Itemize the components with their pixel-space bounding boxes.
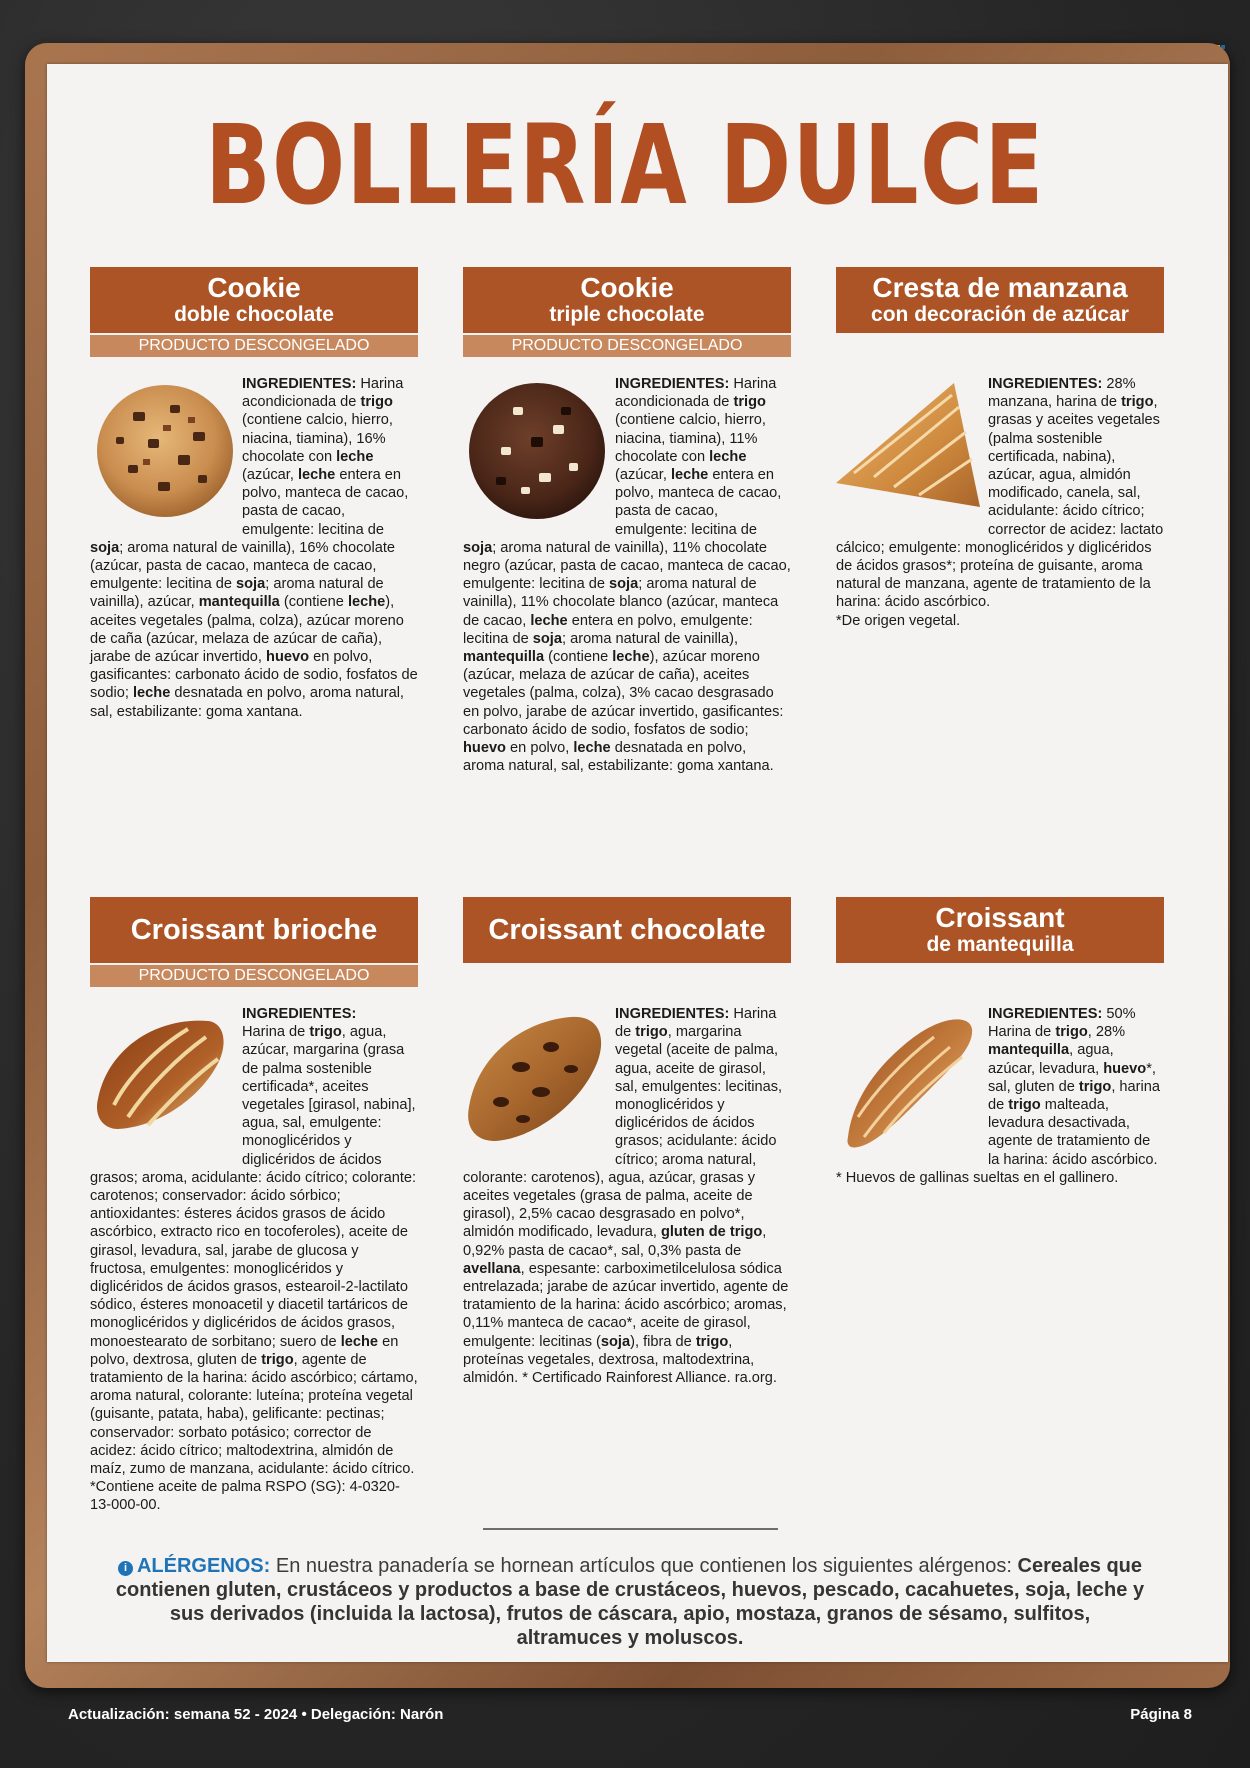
ingredients-value: Harina de trigo, margarina vegetal (aceite de palma, agua, aceite de girasol, sal, emulgentes: lecitinas, monoglicéridos y diglicéridos de ácidos grasos; acidulante: ácido cítrico; aroma natural, colorante: carotenos), agua, azúcar, grasas y aceites vegetales (grasa de palma, aceite de girasol), 2,5% cacao desgrasado en polvo*, almidón modificado, levadura, gluten de trigo, 0,92% pasta de cacao*, sal, 0,3% pasta de avellana, espesante: carboximetilcelulosa sódica entrelazada; jarabe de azúcar invertido, agente de tratamiento de la harina: ácido ascórbico; aromas, 0,11% manteca de cacao*, aceite de girasol, emulgente: lecitinas (soja), fibra de trigo, proteínas vegetales, dextrosa, maltodextrina, almidón. * Certificado Rainforest Alliance. ra.org. bbox=[463, 1006, 789, 1387]
cookie-image bbox=[461, 377, 611, 523]
allergens-list: Cereales que contienen gluten, crustáceos y productos a base de crustáceos, huevos, pescado, cacahuetes, soja, leche y sus derivados (incluida la lactosa), frutos de cáscara, apio, mostaza, granos de sésamo, sulfitos, altramuces y moluscos. bbox=[115, 1555, 1145, 1649]
ingredients-label: INGREDIENTES: bbox=[242, 376, 357, 392]
ingredients-value: Harina de trigo, agua, azúcar, margarina (grasa de palma sostenible certificada*, aceites vegetales [girasol, nabina], agua, sal, emulgente: monoglicéridos y diglicéridos de ácidos grasos; aroma, acidulante: ácido cítrico; colorante: carotenos; conservador: ácido sórbico; antioxidantes: ésteres ácidos grasos de ácido ascórbico, extracto rico en tocoferoles), aceite de girasol, levadura, sal, jarabe de glucosa y fructosa, emulgentes: monoglicéridos y diglicéridos de ácidos grasos, estearoil-2-lactilato sódico, ésteres monoacetil y diacetil tartáricos de monoglicéridos y diglicéridos de ácidos grasos, monoestearato de sorbitano; suero de leche en polvo, dextrosa, gluten de trigo, agente de tratamiento de la harina: ácido ascórbico; cártamo, aroma natural, colorante: luteína; proteína vegetal (guisante, patata, haba), gelificante: pectinas; conservador: sorbato potásico; corrector de acidez: ácido cítrico; maltodextrina, almidón de maíz, zumo de manzana, acidulante: ácido cítrico. *Contiene aceite de palma RSPO (SG): 4-0320-13-000-00. bbox=[90, 1024, 418, 1514]
ingredients-value: 50% Harina de trigo, 28% mantequilla, agua, azúcar, levadura, huevo*, sal, gluten de trigo, harina de trigo malteada, levadura desactivada, agente de tratamiento de la harina: ácido ascórbico. * Huevos de gallinas sueltas en el gallinero. bbox=[836, 1006, 1160, 1186]
product-card-cresta-manzana bbox=[836, 267, 1164, 630]
product-subtitle: doble chocolate bbox=[174, 303, 334, 326]
product-name: Croissant chocolate bbox=[488, 914, 766, 946]
ingredients-value: Harina acondicionada de trigo (contiene calcio, hierro, niacina, tiamina), 16% chocolate con leche (azúcar, leche entera en polvo, manteca de cacao, pasta de cacao, emulgente: lecitina de soja; aroma natural de vainilla), 16% chocolate (azúcar, pasta de cacao, manteca de cacao, emulgente: lecitina de soja; aroma natural de vainilla), azúcar, mantequilla (contiene leche), aceites vegetales (palma, colza), azúcar moreno de caña (azúcar, melaza de azúcar de caña), jarabe de azúcar invertido, huevo en polvo, gasificantes: carbonato ácido de sodio, fosfatos de sodio; leche desnatada en polvo, aroma natural, sal, estabilizante: goma xantana. bbox=[90, 376, 418, 720]
ingredients-block bbox=[836, 1005, 1164, 1187]
product-header bbox=[836, 897, 1164, 963]
ingredients-value: 28% manzana, harina de trigo, grasas y aceites vegetales (palma sostenible certificada, nabina), azúcar, agua, almidón modificado, canela, sal, acidulante: ácido cítrico; corrector de acidez: lactato cálcico; emulgente: monoglicéridos y diglicéridos de ácidos grasos*; proteína de guisante, aroma natural de manzana, agente de tratamiento de la harina: ácido ascórbico. *De origen vegetal. bbox=[836, 376, 1164, 629]
product-name: Cresta de manzana bbox=[872, 272, 1128, 303]
product-name: Croissant bbox=[935, 902, 1065, 933]
product-subtitle: con decoración de azúcar bbox=[871, 303, 1129, 326]
product-header bbox=[463, 897, 791, 963]
allergens-label: ALÉRGENOS: bbox=[136, 1555, 271, 1577]
frozen-badge: PRODUCTO DESCONGELADO bbox=[90, 965, 418, 987]
product-name: Cookie bbox=[580, 272, 674, 303]
croissant-image bbox=[834, 1007, 984, 1153]
ingredients-block bbox=[463, 1005, 791, 1387]
brand-mark-icon bbox=[1216, 36, 1226, 44]
allergens-notice bbox=[115, 1554, 1145, 1650]
ingredients-block bbox=[90, 1005, 418, 1515]
croissant-image bbox=[461, 1007, 611, 1153]
ingredients-label: INGREDIENTES: bbox=[988, 1006, 1103, 1022]
ingredients-block bbox=[836, 375, 1164, 630]
product-subtitle: triple chocolate bbox=[549, 303, 705, 326]
cookie-image bbox=[88, 377, 238, 523]
section-divider bbox=[483, 1528, 778, 1530]
pastry-image bbox=[834, 377, 984, 523]
product-header bbox=[836, 267, 1164, 333]
ingredients-block bbox=[463, 375, 791, 775]
product-card-croissant-mantequilla bbox=[836, 897, 1164, 1187]
page-number: Página 8 bbox=[1130, 1706, 1192, 1723]
info-icon: i bbox=[118, 1561, 133, 1576]
frozen-badge: PRODUCTO DESCONGELADO bbox=[90, 335, 418, 357]
croissant-image bbox=[88, 1007, 238, 1153]
ingredients-value: Harina acondicionada de trigo (contiene calcio, hierro, niacina, tiamina), 11% chocolate con leche (azúcar, leche entera en polvo, manteca de cacao, pasta de cacao, emulgente: lecitina de soja; aroma natural de vainilla), 11% chocolate negro (azúcar, pasta de cacao, manteca de cacao, emulgente: lecitina de soja; aroma natural de vainilla), 11% chocolate blanco (azúcar, manteca de cacao, leche entera en polvo, emulgente: lecitina de soja; aroma natural de vainilla), mantequilla (contiene leche), azúcar moreno (azúcar, melaza de azúcar de caña), aceites vegetales (palma, colza), 3% cacao desgrasado en polvo, jarabe de azúcar invertido, gasificantes: carbonato ácido de sodio, fosfatos de sodio; huevo en polvo, leche desnatada en polvo, aroma natural, sal, estabilizante: goma xantana. bbox=[463, 376, 791, 775]
ingredients-label: INGREDIENTES: bbox=[988, 376, 1103, 392]
allergens-intro: En nuestra panadería se hornean artículos que contienen los siguientes alérgenos: bbox=[275, 1555, 1012, 1577]
product-subtitle: de mantequilla bbox=[926, 933, 1074, 956]
ingredients-label: INGREDIENTES: bbox=[615, 1006, 730, 1022]
product-header bbox=[90, 267, 418, 333]
product-card-cookie-triple bbox=[463, 267, 791, 775]
product-card-croissant-chocolate bbox=[463, 897, 791, 1387]
page-title: BOLLERÍA DULCE bbox=[205, 101, 1045, 229]
frozen-badge: PRODUCTO DESCONGELADO bbox=[463, 335, 791, 357]
ingredients-label: INGREDIENTES: bbox=[615, 376, 730, 392]
product-header bbox=[90, 897, 418, 963]
product-card-croissant-brioche bbox=[90, 897, 418, 1515]
ingredients-block bbox=[90, 375, 418, 721]
ingredients-label: INGREDIENTES: bbox=[242, 1006, 357, 1022]
product-header bbox=[463, 267, 791, 333]
product-name: Cookie bbox=[207, 272, 301, 303]
footer-update: Actualización: semana 52 - 2024 • Delegación: Narón bbox=[68, 1706, 444, 1723]
product-card-cookie-doble bbox=[90, 267, 418, 721]
product-name: Croissant brioche bbox=[130, 914, 378, 946]
